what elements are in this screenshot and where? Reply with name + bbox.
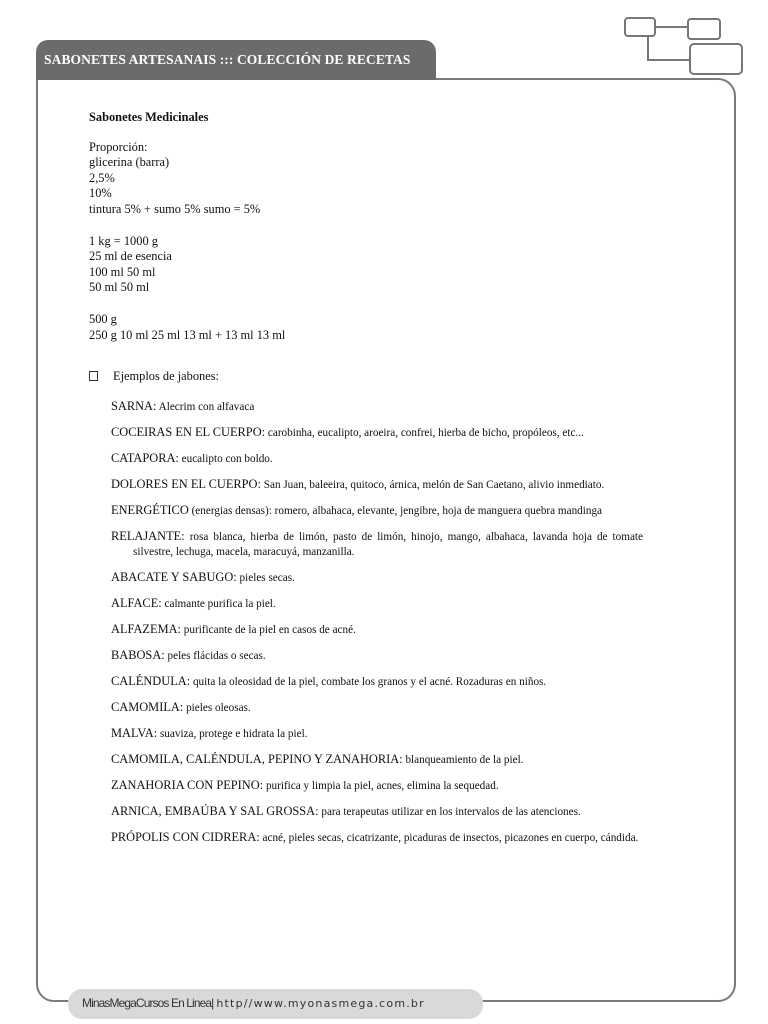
example-name: ARNICA, EMBAÚBA Y SAL GROSSA:	[111, 803, 319, 818]
example-description: calmante purifica la piel.	[161, 597, 276, 610]
example-item	[111, 674, 643, 690]
example-item	[111, 399, 643, 415]
measure-block-1-line: 25 ml de esencia	[89, 249, 172, 264]
example-description: quita la oleosidad de la piel, combate los granos y el acné. Rozaduras en niños.	[190, 675, 547, 688]
example-name: BABOSA:	[111, 647, 165, 662]
examples-heading: Ejemplos de jabones:	[113, 369, 219, 384]
measure-block-2-line: 500 g	[89, 311, 117, 326]
example-name: CAMOMILA, CALÉNDULA, PEPINO Y ZANAHORIA:	[111, 751, 403, 766]
proportion-block-line: 2,5%	[89, 170, 115, 185]
example-name: ENERGÉTICO	[111, 502, 189, 517]
examples-list	[111, 399, 643, 846]
example-item	[111, 804, 643, 820]
example-item	[111, 425, 643, 441]
example-description: Alecrim con alfavaca	[156, 400, 255, 413]
example-name: CATAPORA:	[111, 450, 179, 465]
example-name: ALFACE:	[111, 595, 162, 610]
example-item	[111, 596, 643, 612]
document-body	[89, 110, 649, 856]
example-name: ALFAZEMA:	[111, 621, 181, 636]
example-name: PRÓPOLIS CON CIDRERA:	[111, 829, 260, 844]
decorative-boxes-graphic	[620, 12, 750, 82]
proportion-block	[89, 140, 649, 218]
footer-text	[82, 996, 425, 1011]
footer-url[interactable]: http//www.myonasmega.com.br	[216, 997, 425, 1010]
example-item	[111, 726, 643, 742]
example-description: peles flácidas o secas.	[164, 649, 266, 662]
proportion-block-line: tintura 5% + sumo 5% sumo = 5%	[89, 201, 261, 216]
example-description: eucalipto con boldo.	[178, 452, 273, 465]
example-item	[111, 648, 643, 664]
example-item	[111, 529, 643, 560]
measure-block-2-line: 250 g 10 ml 25 ml 13 ml + 13 ml 13 ml	[89, 327, 286, 342]
example-item	[111, 752, 643, 768]
examples-heading-row	[89, 369, 649, 385]
example-description: carobinha, eucalipto, aroeira, confrei, hierba de bicho, propóleos, etc...	[265, 426, 584, 439]
bullet-box-icon	[89, 371, 98, 381]
example-item	[111, 503, 643, 519]
example-name: ABACATE Y SABUGO:	[111, 569, 237, 584]
example-item	[111, 700, 643, 716]
example-description: rosa blanca, hierba de limón, pasto de limón, hinojo, mango, albahaca, lavanda hoja de tomate silvestre, lechuga, macela, maracuyá, manzanilla.	[133, 530, 643, 558]
header-title: SABONETES ARTESANAIS ::: COLECCIÓN DE RECETAS	[44, 52, 411, 67]
example-description: pieles oleosas.	[183, 701, 251, 714]
proportion-block-line: 10%	[89, 186, 112, 201]
example-description: San Juan, baleeira, quitoco, árnica, melón de San Caetano, alivio inmediato.	[260, 478, 605, 491]
example-item	[111, 830, 643, 846]
example-description: blanqueamiento de la piel.	[402, 753, 524, 766]
example-description: acné, pieles secas, cicatrizante, picaduras de insectos, picazones en cuerpo, cándida.	[259, 831, 639, 844]
proportion-block-line: glicerina (barra)	[89, 155, 170, 170]
example-description: suaviza, protege e hidrata la piel.	[157, 727, 308, 740]
example-description: pieles secas.	[236, 571, 295, 584]
measure-block-1	[89, 234, 649, 296]
example-item	[111, 778, 643, 794]
example-item	[111, 451, 643, 467]
example-name: COCEIRAS EN EL CUERPO:	[111, 424, 266, 439]
example-description: purificante de la piel en casos de acné.	[180, 623, 356, 636]
example-name: DOLORES EN EL CUERPO:	[111, 476, 261, 491]
example-name: SARNA:	[111, 398, 157, 413]
measure-block-2	[89, 312, 649, 343]
example-name: ZANAHORIA CON PEPINO:	[111, 777, 264, 792]
example-name: MALVA:	[111, 725, 158, 740]
example-name: CAMOMILA:	[111, 699, 184, 714]
example-name: RELAJANTE:	[111, 528, 185, 543]
example-item	[111, 570, 643, 586]
example-name: CALÉNDULA:	[111, 673, 191, 688]
measure-block-1-line: 50 ml 50 ml	[89, 280, 150, 295]
example-description: para terapeutas utilizar en los intervalos de las atenciones.	[318, 805, 581, 818]
example-description: purifica y limpia la piel, acnes, elimina la sequedad.	[263, 779, 499, 792]
section-title: Sabonetes Medicinales	[89, 110, 209, 124]
footer-left: MinasMegaCursos En Linea|	[82, 996, 214, 1010]
example-item	[111, 622, 643, 638]
example-description: (energias densas): romero, albahaca, elevante, jengibre, hoja de manguera quebra mandinga	[188, 504, 603, 517]
measure-block-1-line: 100 ml 50 ml	[89, 264, 156, 279]
example-item	[111, 477, 643, 493]
proportion-block-line: Proporción:	[89, 139, 148, 154]
measure-block-1-line: 1 kg = 1000 g	[89, 233, 158, 248]
